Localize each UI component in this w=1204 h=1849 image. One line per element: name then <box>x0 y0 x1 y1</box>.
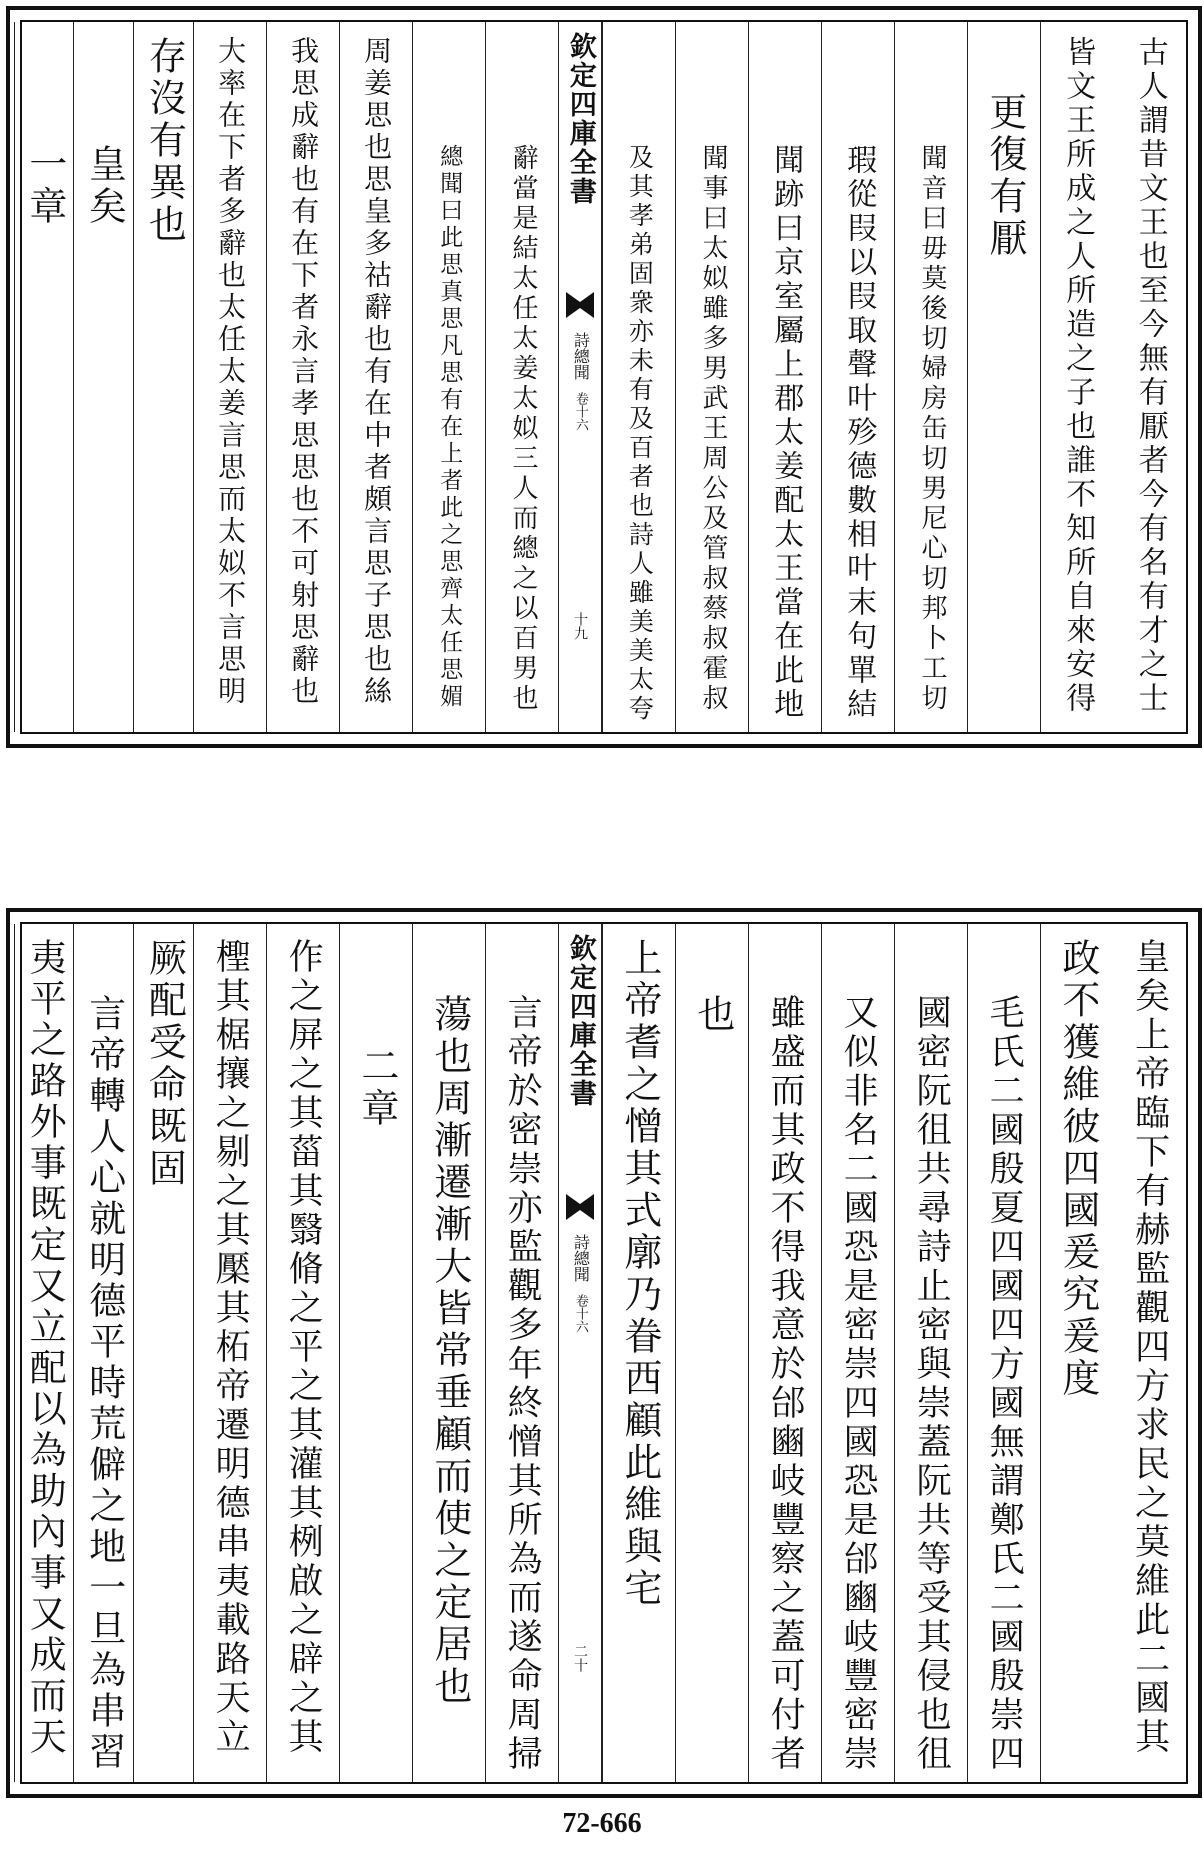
page-header-column <box>558 924 602 1782</box>
column-text: 厥配受命既固 <box>142 938 187 1190</box>
text-column <box>967 22 1040 732</box>
column-text: 又似非名二國恐是密崇四國恐是邰豳岐豐密崇 <box>838 994 879 1774</box>
column-text: 周姜思也思皇多祜辭也有在中者頗言思子思也絲 <box>360 36 394 708</box>
bottom-page-frame <box>20 922 1188 1784</box>
text-column <box>339 924 412 1782</box>
bottom-page <box>6 908 1202 1798</box>
text-column <box>821 924 894 1782</box>
text-column <box>967 924 1040 1782</box>
volume-label: 卷十六 <box>572 392 588 431</box>
leaf-number: 十九 <box>572 612 588 640</box>
text-column <box>821 22 894 732</box>
column-text: 聞跡曰京室屬上郡太姜配太王當在此地 <box>768 144 804 722</box>
column-text: 總聞曰此思真思凡思有在上者此之思齊太任思媚 <box>436 144 463 711</box>
column-text: 言帝轉人心就明德平時荒僻之地一旦為串習 <box>82 994 126 1773</box>
text-column <box>133 924 193 1782</box>
column-text: 言帝於密崇亦監觀多年終憎其所為而遂命周掃 <box>502 994 543 1774</box>
text-column <box>894 924 967 1782</box>
text-column <box>14 924 73 1782</box>
text-column <box>412 22 485 732</box>
text-column <box>1040 22 1113 732</box>
volume-label: 卷十六 <box>572 1294 588 1333</box>
text-column <box>412 924 485 1782</box>
text-column <box>73 22 133 732</box>
text-column <box>675 924 748 1782</box>
column-text: 二章 <box>354 1046 399 1130</box>
column-text: 皆文王所成之人所造之子也誰不知所自來安得 <box>1060 36 1096 716</box>
fish-tail-mark-icon <box>566 1194 594 1220</box>
text-column <box>894 22 967 732</box>
text-column <box>602 22 675 732</box>
column-text: 皇矣上帝臨下有赫監觀四方求民之莫維此二國其 <box>1129 938 1170 1757</box>
column-text: 上帝耆之憎其式廓乃眷西顧此維與宅 <box>617 938 662 1610</box>
text-column <box>266 924 339 1782</box>
column-text: 國密阮徂共尋詩止密與崇蓋阮共等受其侵也徂 <box>911 994 952 1774</box>
column-text: 政不獲維彼四國爰究爰度 <box>1055 938 1100 1400</box>
column-text: 夷平之路外事既定又立配以為助內事又成而天 <box>23 938 67 1758</box>
text-column <box>1040 924 1113 1782</box>
text-column <box>1113 22 1186 732</box>
column-text: 更復有厭 <box>982 92 1027 260</box>
text-column <box>73 924 133 1782</box>
book-title: 欽定四庫全書 <box>564 934 596 1108</box>
text-column <box>675 22 748 732</box>
column-text: 及其孝弟固衆亦未有及百者也詩人雖美美太夸 <box>625 144 655 724</box>
text-column <box>748 22 821 732</box>
text-column <box>193 22 266 732</box>
column-text: 聞音曰毋莫後切婦房缶切男尼心切邦卜工切 <box>916 144 947 714</box>
top-page-frame <box>20 20 1188 734</box>
column-text: 作之屏之其菑其翳脩之平之其灌其栵啟之辟之其 <box>283 938 324 1757</box>
column-text: 辭當是結太任太姜太姒三人而總之以百男也 <box>507 144 538 714</box>
top-page <box>6 6 1202 748</box>
column-text: 瑕從叚以叚取聲叶殄德數相叶末句單結 <box>841 144 877 722</box>
text-column <box>1113 924 1186 1782</box>
column-text: 古人謂昔文王也至今無有厭者今有名有才之士 <box>1132 36 1168 716</box>
page-header-column <box>558 22 602 732</box>
column-text: 大率在下者多辭也太任太姜言思而太姒不言思明 <box>214 36 248 708</box>
text-column <box>266 22 339 732</box>
column-text: 皇矣 <box>82 144 127 228</box>
column-text: 檉其椐攘之剔之其檿其柘帝遷明德串夷載路天立 <box>210 938 251 1757</box>
book-title: 欽定四庫全書 <box>564 32 596 206</box>
text-column <box>485 924 558 1782</box>
text-column <box>602 924 675 1782</box>
book-name: 詩總聞 <box>571 332 591 380</box>
column-text: 存沒有異也 <box>142 36 187 246</box>
text-column <box>748 924 821 1782</box>
column-text: 聞事曰太姒雖多男武王周公及管叔蔡叔霍叔 <box>697 144 728 714</box>
column-text: 毛氏二國殷夏四國四方國無謂鄭氏二國殷崇四 <box>984 994 1025 1774</box>
column-text: 雖盛而其政不得我意於邰豳岐豐察之蓋可付者 <box>765 994 806 1774</box>
fish-tail-mark-icon <box>566 292 594 318</box>
text-column <box>339 22 412 732</box>
leaf-number: 二十 <box>572 1644 588 1672</box>
column-text: 我思成辭也有在下者永言孝思思也不可射思辭也 <box>287 36 321 708</box>
column-text: 蕩也周漸遷漸大皆常垂顧而使之定居也 <box>427 994 472 1708</box>
book-name: 詩總聞 <box>571 1234 591 1282</box>
column-text: 一章 <box>22 144 67 228</box>
text-column <box>14 22 73 732</box>
page-number-footer: 72-666 <box>562 1808 642 1839</box>
text-column <box>193 924 266 1782</box>
text-column <box>485 22 558 732</box>
text-column <box>133 22 193 732</box>
column-text: 也 <box>690 994 735 1036</box>
